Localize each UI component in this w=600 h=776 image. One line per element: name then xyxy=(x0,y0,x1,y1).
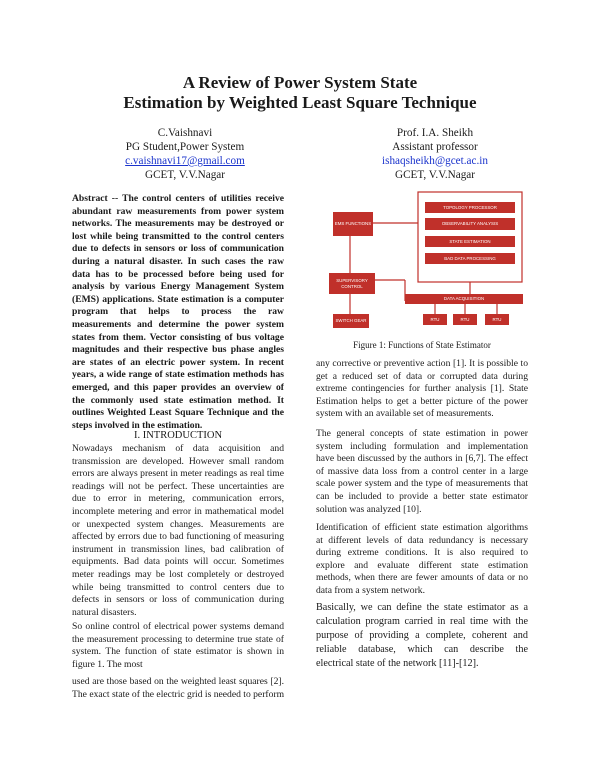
text-line: data has to be processed before being used for xyxy=(72,268,284,280)
text-line: meter readings may be lost completely or destroyed xyxy=(72,568,284,580)
text-line: get a reduced set of data or corrupted data during xyxy=(316,370,528,382)
text-line: transmission are developed. However small random xyxy=(72,455,284,467)
text-line: outlines Weighted Least Square Technique and the xyxy=(72,407,284,419)
text-line: have been discussed by the authors in [6,7]. The effect xyxy=(316,453,528,465)
text-line: readings will not be perfect. These uncertainties are xyxy=(72,480,284,492)
text-line: due to defects in sensors or loss of communication xyxy=(72,243,284,255)
box-data-acquisition: DATA ACQUISITION xyxy=(405,294,523,304)
text-line: are states of an electric power system. In recent xyxy=(72,356,284,368)
text-line: defects in sensors or loss of communication during xyxy=(72,594,284,606)
text-line: reliable database, which can describe the xyxy=(316,644,528,655)
text-line: solution was analyzed [10]. xyxy=(316,503,422,515)
box-rtu-3: RTU xyxy=(485,314,509,325)
text-line: can be included to provide a better state estimator xyxy=(316,490,528,502)
text-line: scale power system and the type of measurements that xyxy=(316,478,528,490)
author-block-2 xyxy=(330,126,540,182)
box-supervisory-control: SUPERVISORY CONTROL xyxy=(329,273,375,294)
text-line: system with an available set of measurements. xyxy=(316,408,494,420)
text-line: analysis by various Energy Management System xyxy=(72,281,284,293)
introduction-paragraph-1 xyxy=(72,443,284,619)
text-line: years, a wide range of state estimation methods has xyxy=(72,369,284,381)
text-line: methods, when there are fewer amounts of data or no xyxy=(316,572,528,584)
text-line: equipments. Bad data points will occur. Sometimes xyxy=(72,556,284,568)
text-line: system. The function of state estimator is shown in xyxy=(72,646,284,658)
text-line: due to error in metering, communication errors, xyxy=(72,493,284,505)
right-paragraph-1 xyxy=(316,358,528,421)
text-line: data from a system network. xyxy=(316,584,425,596)
text-line: networks. The measurements may be destroyed or xyxy=(72,218,284,230)
introduction-paragraph-3 xyxy=(72,676,284,701)
text-line: incomplete metering and error in mathematical model xyxy=(72,505,284,517)
box-bad-data-processing: BAD DATA PROCESSING xyxy=(425,253,515,264)
right-paragraph-4 xyxy=(316,602,528,672)
box-rtu-2: RTU xyxy=(453,314,477,325)
author-email-link[interactable]: c.vaishnavi17@gmail.com xyxy=(125,155,245,167)
author-role: Assistant professor xyxy=(392,141,478,153)
paper-title-line-1: A Review of Power System State xyxy=(182,73,418,92)
text-line: any corrective or preventive action [1]. It is possible to xyxy=(316,358,528,369)
text-line: during extreme conditions. It is also required to xyxy=(316,547,528,559)
right-paragraph-3 xyxy=(316,522,528,598)
text-line: instrument in transmission lines, bad calibration of xyxy=(72,543,284,555)
box-rtu-1: RTU xyxy=(423,314,447,325)
text-line: emerged, and this paper provides an overview of xyxy=(72,381,284,393)
text-line: Basically, we can define the state estimator as a xyxy=(316,602,528,613)
text-line: figure 1. The most xyxy=(72,658,143,670)
section-heading-introduction: I. INTRODUCTION xyxy=(133,430,223,441)
text-line: The exact state of the electric grid is needed to perform xyxy=(72,688,284,700)
text-line: or unexpected system changes. Measurements are xyxy=(72,518,284,530)
text-line: states from them. Vector consisting of bus voltage xyxy=(72,331,284,343)
text-line: during a natural disaster. In such cases the raw xyxy=(72,255,284,267)
text-line: measurements and determine the power system xyxy=(72,318,284,330)
text-line: of massive data loss from a control center in a large xyxy=(316,465,528,477)
text-line: the measurement processing to determine true state of xyxy=(72,633,284,645)
author-email-link[interactable]: ishaqsheikh@gcet.ac.in xyxy=(382,155,488,167)
figure-1-state-estimator-diagram xyxy=(325,190,525,330)
author-block-1 xyxy=(80,126,290,182)
author-affiliation: GCET, V.V.Nagar xyxy=(145,169,225,181)
text-line: Estimation helps to get a better picture of the power xyxy=(316,395,528,407)
text-line: program that helps to process the raw xyxy=(72,306,284,318)
text-line: system including formulation and implementation xyxy=(316,440,528,452)
introduction-paragraph-2 xyxy=(72,621,284,671)
right-paragraph-2 xyxy=(316,428,528,516)
text-line: calculation program carried in real time with the xyxy=(316,616,528,627)
figure-1-caption: Figure 1: Functions of State Estimator xyxy=(353,340,491,350)
text-line: Identification of efficient state estimation algorithms xyxy=(316,522,528,533)
text-line: explore and evaluate different state estimation xyxy=(316,559,528,571)
author-affiliation: GCET, V.V.Nagar xyxy=(395,169,475,181)
paper-title-line-2: Estimation by Weighted Least Square Technique xyxy=(123,93,477,112)
author-name: C.Vaishnavi xyxy=(157,127,213,139)
author-role: PG Student,Power System xyxy=(125,141,245,153)
author-name: Prof. I.A. Sheikh xyxy=(396,127,474,139)
text-line: Abstract -- The control centers of utilities receive xyxy=(72,193,284,204)
text-line: extreme contingencies for further analysis [1]. State xyxy=(316,383,528,395)
box-state-estimation: STATE ESTIMATION xyxy=(425,236,515,247)
box-ems-functions: EMS FUNCTIONS xyxy=(333,212,373,236)
box-topology-processor: TOPOLOGY PROCESSOR xyxy=(425,202,515,213)
text-line: magnitudes and their respective bus phase angles xyxy=(72,344,284,356)
text-line: steps involved in the estimation. xyxy=(72,419,203,431)
text-line: while being transmitted to control centers due to xyxy=(72,581,284,593)
text-line: errors are always present in meter readings as real time xyxy=(72,468,284,480)
text-line: lost while being transmitted to the control centers xyxy=(72,230,284,242)
text-line: Nowadays mechanism of data acquisition and xyxy=(72,443,284,454)
abstract xyxy=(72,193,284,432)
text-line: So online control of electrical power systems demand xyxy=(72,621,284,632)
text-line: electrical state of the network [11]-[12]. xyxy=(316,658,479,669)
text-line: used are those based on the weighted least squares [2]. xyxy=(72,676,284,687)
text-line: abundant raw measurements from power system xyxy=(72,205,284,217)
text-line: natural disasters. xyxy=(72,606,137,618)
text-line: purpose of providing a complete, coherent and xyxy=(316,630,528,641)
text-line: (EMS) applications. State estimation is a computer xyxy=(72,293,284,305)
text-line: The general concepts of state estimation in power xyxy=(316,428,528,439)
box-observability-analysis: OBSERVABILITY ANALYSIS xyxy=(425,218,515,230)
box-switch-gear: SWITCH GEAR xyxy=(333,314,369,328)
text-line: affected by errors due to bad functioning of measuring xyxy=(72,531,284,543)
text-line: at different levels of data redundancy is necessary xyxy=(316,534,528,546)
text-line: the commonly used state estimation method. It xyxy=(72,394,284,406)
